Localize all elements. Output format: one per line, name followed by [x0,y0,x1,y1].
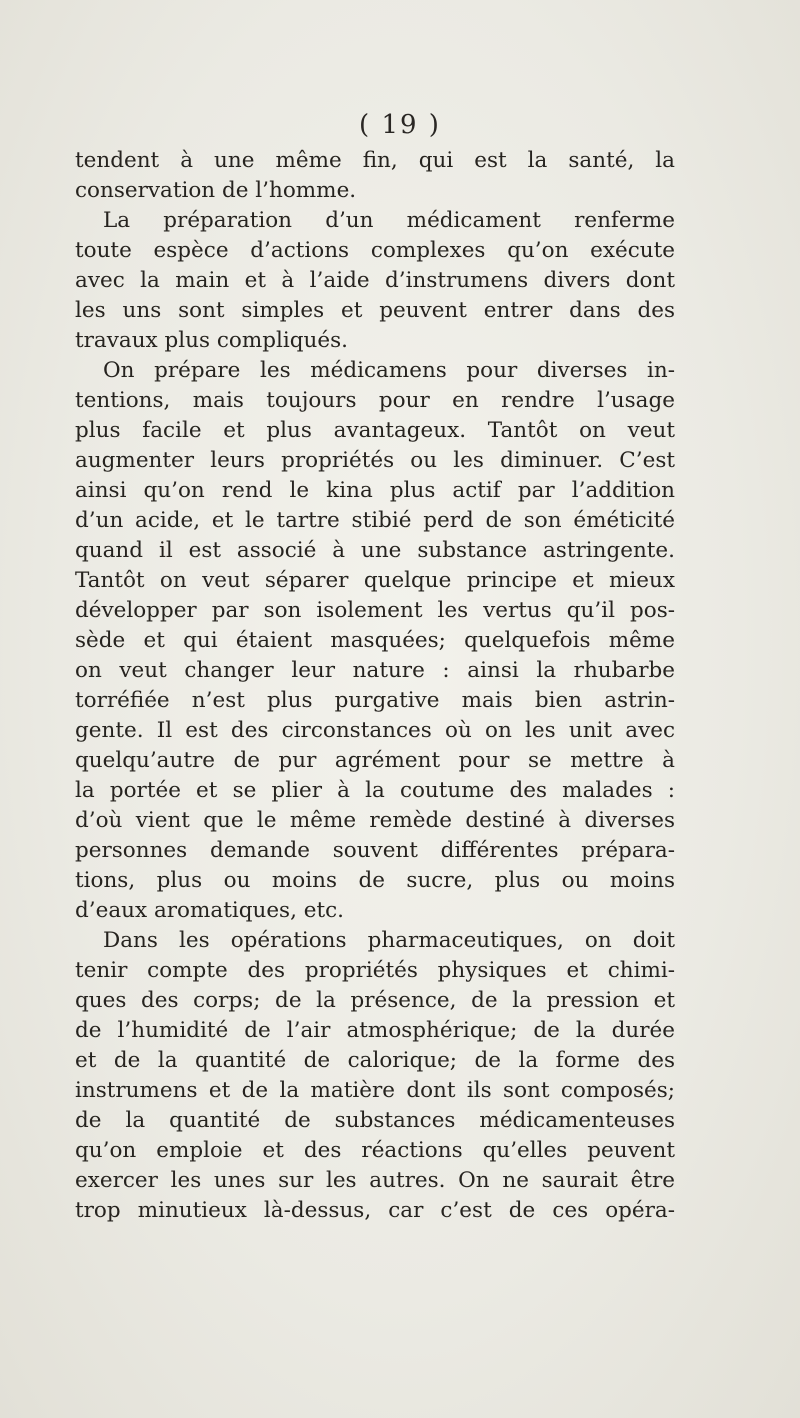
text-line: d’un acide, et le tartre stibié perd de son éméticité [75,508,675,533]
text-line: tenir compte des propriétés physiques et chimi- [75,958,675,983]
text-line: On prépare les médicamens pour diverses in- [103,358,675,383]
text-line: instrumens et de la matière dont ils sont composés; [75,1078,675,1103]
text-line: et de la quantité de calorique; de la forme des [75,1048,675,1073]
text-line: travaux plus compliqués. [75,328,348,353]
text-line: tions, plus ou moins de sucre, plus ou moins [75,868,675,893]
text-line: quelqu’autre de pur agrément pour se mettre à [75,748,675,773]
text-line: Dans les opérations pharmaceutiques, on doit [103,928,675,953]
text-line: gente. Il est des circonstances où on les unit avec [75,718,675,743]
text-line: La préparation d’un médicament renferme [103,208,675,233]
text-line: toute espèce d’actions complexes qu’on exécute [75,238,675,263]
text-line: personnes demande souvent différentes prépara- [75,838,675,863]
text-line: la portée et se plier à la coutume des malades : [75,778,675,803]
text-line: d’eaux aromatiques, etc. [75,898,344,923]
text-line: d’où vient que le même remède destiné à diverses [75,808,675,833]
text-line: sède et qui étaient masquées; quelquefois même [75,628,675,653]
text-line: augmenter leurs propriétés ou les diminuer. C’est [75,448,675,473]
text-line: quand il est associé à une substance astringente. [75,538,675,563]
text-line: exercer les unes sur les autres. On ne saurait être [75,1168,675,1193]
text-line: développer par son isolement les vertus qu’il pos- [75,598,675,623]
text-line: Tantôt on veut séparer quelque principe et mieux [75,568,675,593]
text-line: torréfiée n’est plus purgative mais bien astrin- [75,688,675,713]
text-line: on veut changer leur nature : ainsi la rhubarbe [75,658,675,683]
text-line: conservation de l’homme. [75,178,357,203]
text-line: qu’on emploie et des réactions qu’elles peuvent [75,1138,675,1163]
text-line: ainsi qu’on rend le kina plus actif par l’addition [75,478,675,503]
text-line: trop minutieux là-dessus, car c’est de ces opéra- [75,1198,675,1223]
text-line: avec la main et à l’aide d’instrumens divers dont [75,268,675,293]
text-line: tendent à une même fin, qui est la santé, la [75,148,675,173]
body-text [75,146,675,1226]
text-line: plus facile et plus avantageux. Tantôt on veut [75,418,675,443]
text-line: les uns sont simples et peuvent entrer dans des [75,298,675,323]
page-number: ( 19 ) [359,110,441,140]
text-line: de la quantité de substances médicamenteuses [75,1108,675,1133]
text-line: de l’humidité de l’air atmosphérique; de la durée [75,1018,675,1043]
text-line: tentions, mais toujours pour en rendre l’usage [75,388,675,413]
text-line: ques des corps; de la présence, de la pression et [75,988,675,1013]
